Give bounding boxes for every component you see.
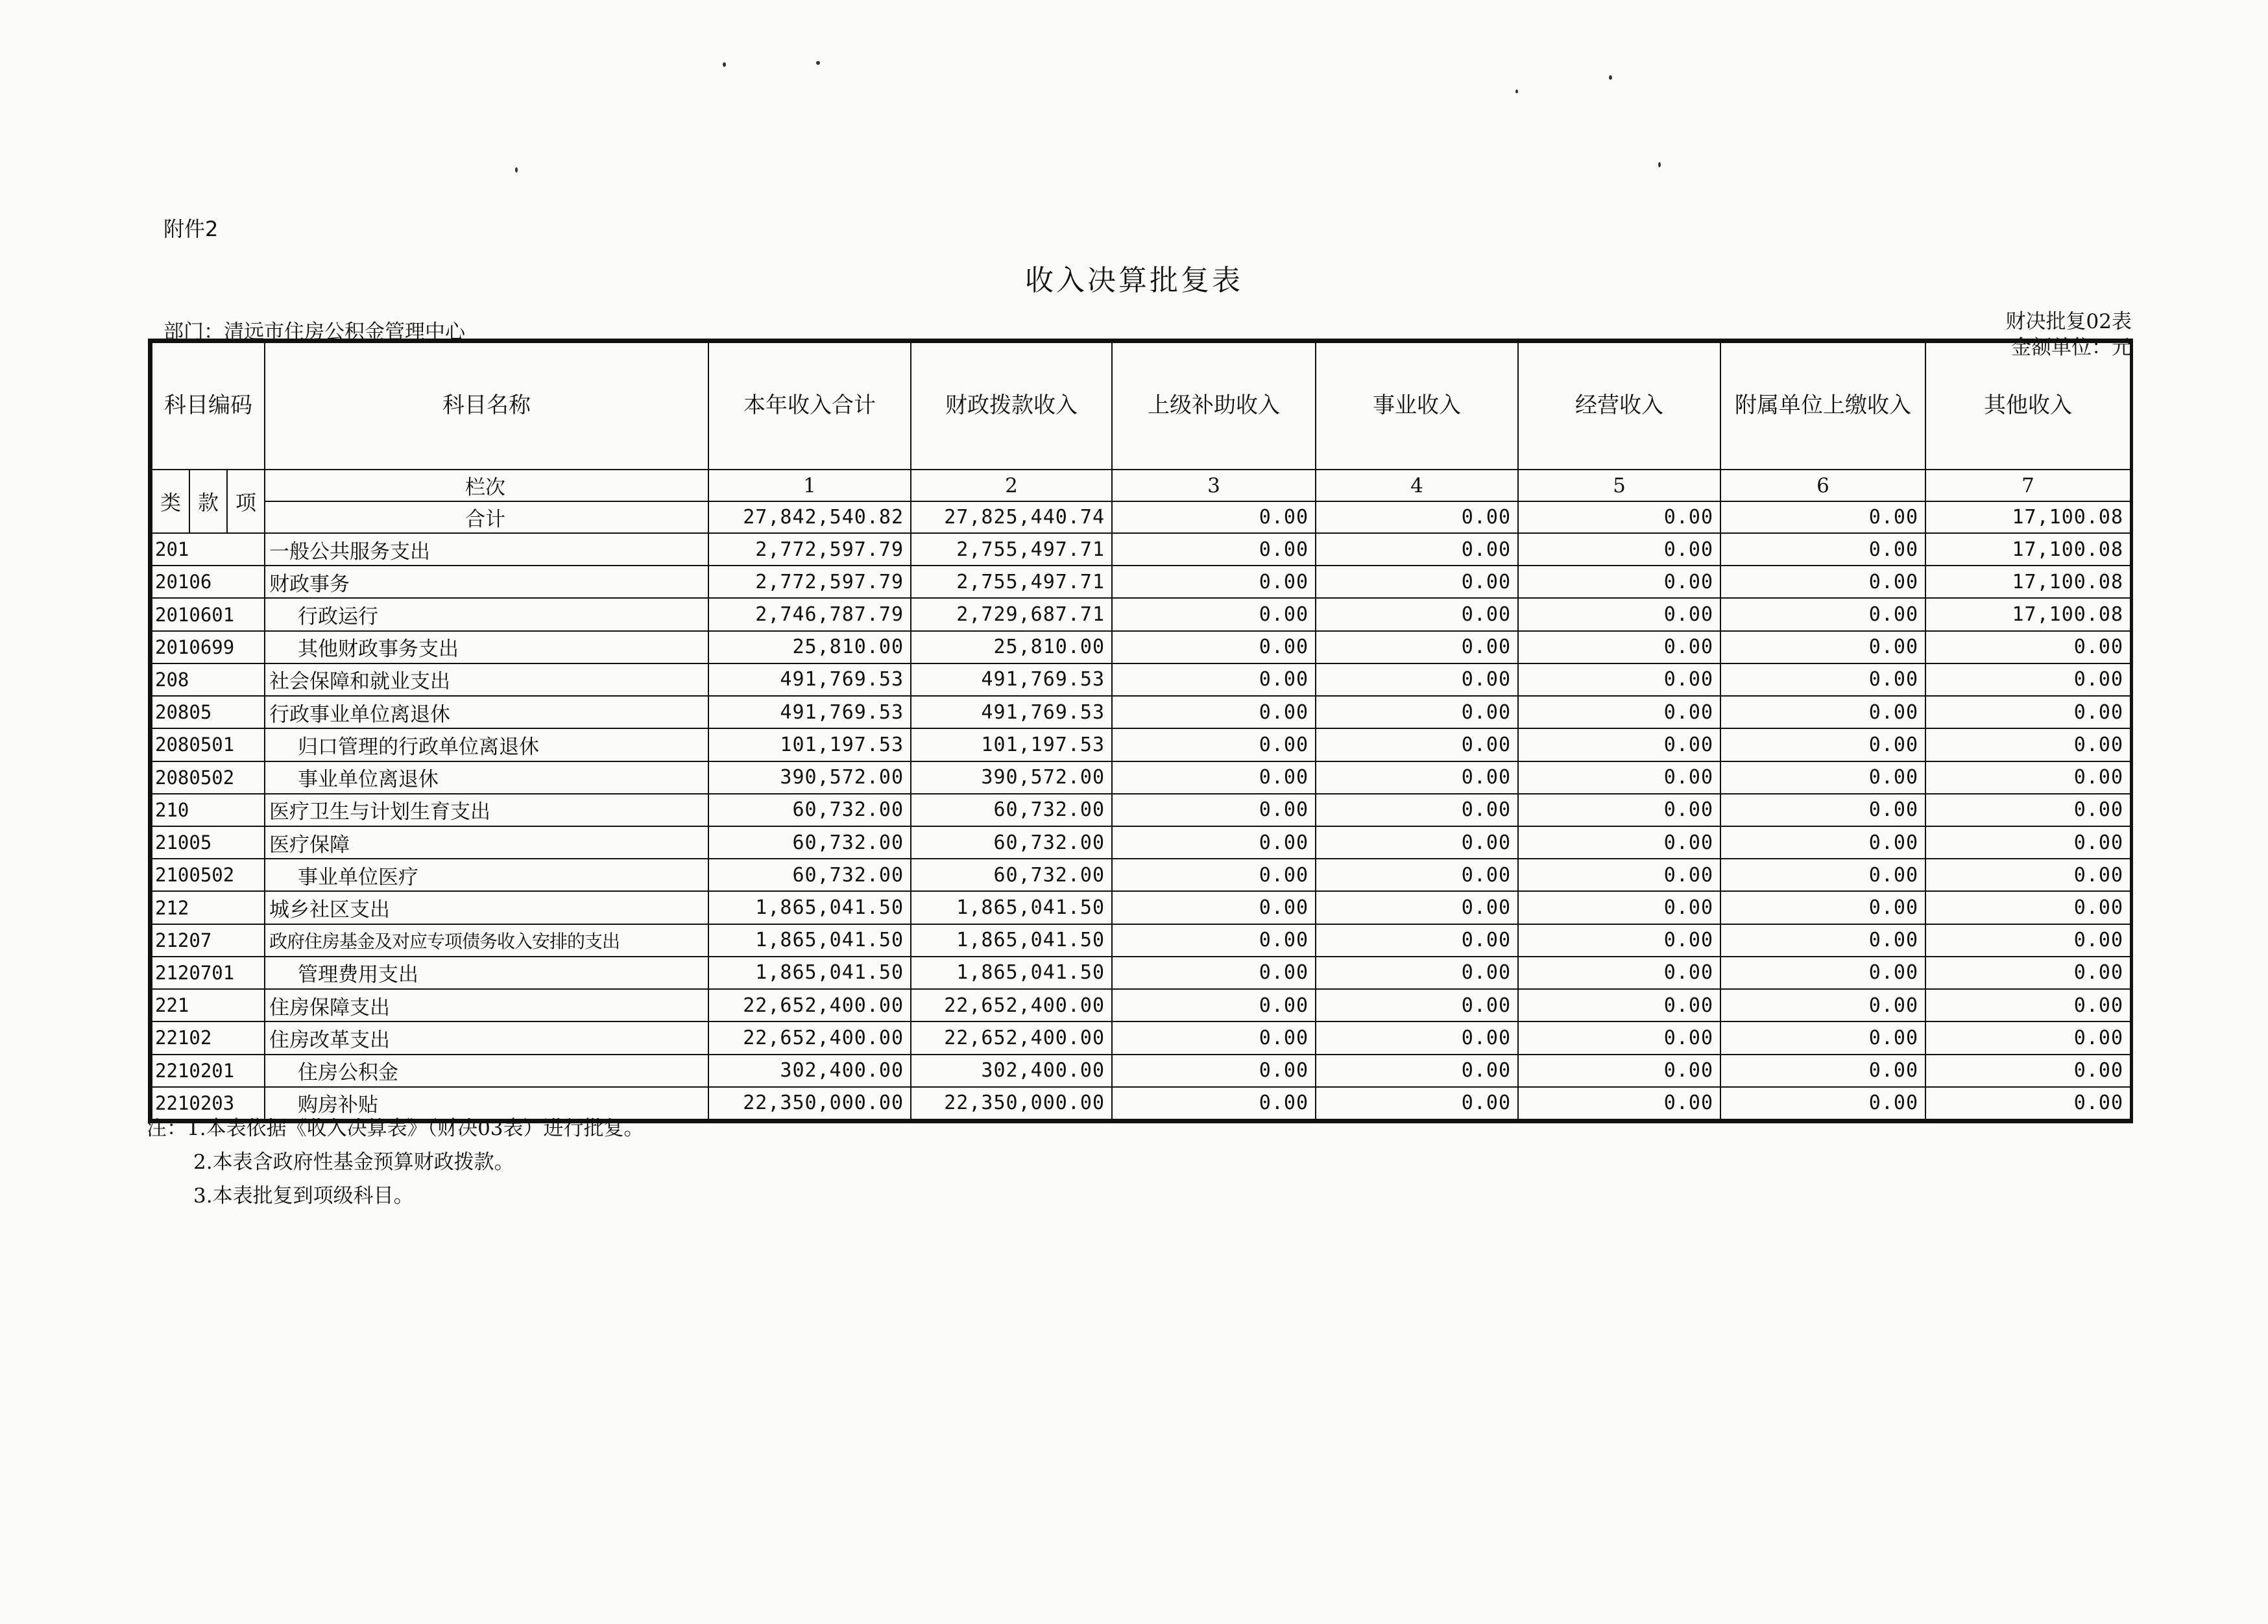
amount-cell: 0.00 <box>1112 794 1316 826</box>
amount-cell: 0.00 <box>1518 663 1720 696</box>
amount-cell: 17,100.08 <box>1925 533 2130 566</box>
amount-cell: 0.00 <box>1112 566 1316 598</box>
subject-name: 住房改革支出 <box>265 1021 708 1054</box>
amount-cell: 0.00 <box>1112 1055 1316 1087</box>
amount-cell: 2,746,787.79 <box>708 598 911 630</box>
subject-name: 一般公共服务支出 <box>265 533 708 566</box>
amount-cell: 0.00 <box>1720 957 1925 989</box>
column-number-row <box>152 470 2130 501</box>
amount-cell: 0.00 <box>1925 794 2130 826</box>
amount-cell: 0.00 <box>1316 891 1518 924</box>
amount-cell: 0.00 <box>1112 598 1316 630</box>
subject-name: 其他财政事务支出 <box>265 631 708 663</box>
total-value: 0.00 <box>1112 501 1316 533</box>
column-number: 1 <box>708 470 911 501</box>
amount-cell: 22,350,000.00 <box>911 1087 1112 1119</box>
amount-cell: 0.00 <box>1925 1055 2130 1087</box>
header-sub-lei: 类 <box>152 470 189 533</box>
amount-cell: 0.00 <box>1316 1087 1518 1119</box>
amount-cell: 60,732.00 <box>708 794 911 826</box>
header-col-5: 经营收入 <box>1518 342 1720 470</box>
amount-cell: 22,652,400.00 <box>708 1021 911 1054</box>
table-row <box>152 663 2130 696</box>
amount-cell: 0.00 <box>1925 924 2130 957</box>
subject-code: 20106 <box>152 566 265 598</box>
header-col-2: 财政拨款收入 <box>911 342 1112 470</box>
amount-cell: 0.00 <box>1112 924 1316 957</box>
amount-cell: 0.00 <box>1925 728 2130 761</box>
amount-cell: 1,865,041.50 <box>708 891 911 924</box>
amount-cell: 0.00 <box>1720 794 1925 826</box>
subject-name: 社会保障和就业支出 <box>265 663 708 696</box>
table-body <box>152 533 2130 1119</box>
amount-cell: 0.00 <box>1925 631 2130 663</box>
amount-cell: 0.00 <box>1112 1087 1316 1119</box>
amount-cell: 0.00 <box>1316 826 1518 859</box>
amount-cell: 0.00 <box>1720 533 1925 566</box>
amount-cell: 0.00 <box>1925 696 2130 728</box>
amount-unit: 金额单位：元 <box>2011 336 2132 359</box>
amount-cell: 2,755,497.71 <box>911 533 1112 566</box>
amount-cell: 0.00 <box>1112 663 1316 696</box>
subject-code: 2100502 <box>152 859 265 891</box>
amount-cell: 22,652,400.00 <box>911 1021 1112 1054</box>
table-row <box>152 1021 2130 1054</box>
amount-cell: 0.00 <box>1316 1055 1518 1087</box>
amount-cell: 0.00 <box>1316 761 1518 794</box>
header-col-6: 附属单位上缴收入 <box>1720 342 1925 470</box>
amount-cell: 0.00 <box>1316 663 1518 696</box>
subject-code: 21207 <box>152 924 265 957</box>
amount-cell: 60,732.00 <box>708 826 911 859</box>
amount-cell: 390,572.00 <box>708 761 911 794</box>
amount-cell: 0.00 <box>1720 891 1925 924</box>
attachment-label: 附件2 <box>163 217 219 241</box>
table-row <box>152 696 2130 728</box>
amount-cell: 0.00 <box>1518 761 1720 794</box>
amount-cell: 0.00 <box>1720 761 1925 794</box>
amount-cell: 0.00 <box>1925 891 2130 924</box>
subject-code: 21005 <box>152 826 265 859</box>
amount-cell: 491,769.53 <box>708 696 911 728</box>
table-row <box>152 891 2130 924</box>
amount-cell: 0.00 <box>1112 989 1316 1021</box>
column-number: 3 <box>1112 470 1316 501</box>
amount-cell: 0.00 <box>1720 859 1925 891</box>
subject-code: 208 <box>152 663 265 696</box>
amount-cell: 2,729,687.71 <box>911 598 1112 630</box>
note-line: 注：1.本表依据《收入决算表》（财决03表）进行批复。 <box>147 1117 644 1140</box>
amount-cell: 0.00 <box>1316 1021 1518 1054</box>
subject-name: 事业单位医疗 <box>265 859 708 891</box>
amount-cell: 0.00 <box>1518 859 1720 891</box>
scan-speck <box>816 61 820 65</box>
subject-name: 医疗卫生与计划生育支出 <box>265 794 708 826</box>
amount-cell: 60,732.00 <box>708 859 911 891</box>
table-row <box>152 566 2130 598</box>
amount-cell: 2,772,597.79 <box>708 533 911 566</box>
subject-name: 事业单位离退休 <box>265 761 708 794</box>
table-row <box>152 533 2130 566</box>
table-row <box>152 598 2130 630</box>
amount-cell: 0.00 <box>1112 1021 1316 1054</box>
amount-cell: 0.00 <box>1316 728 1518 761</box>
table-row <box>152 989 2130 1021</box>
subject-name: 住房公积金 <box>265 1055 708 1087</box>
amount-cell: 0.00 <box>1518 924 1720 957</box>
amount-cell: 0.00 <box>1518 696 1720 728</box>
subject-name: 行政运行 <box>265 598 708 630</box>
amount-cell: 2,755,497.71 <box>911 566 1112 598</box>
income-approval-table <box>148 339 2133 1123</box>
amount-cell: 0.00 <box>1925 761 2130 794</box>
amount-cell: 0.00 <box>1316 631 1518 663</box>
amount-cell: 0.00 <box>1925 826 2130 859</box>
subject-code: 22102 <box>152 1021 265 1054</box>
subject-code: 2080501 <box>152 728 265 761</box>
amount-cell: 0.00 <box>1720 696 1925 728</box>
amount-cell: 1,865,041.50 <box>911 957 1112 989</box>
subject-code: 2010601 <box>152 598 265 630</box>
amount-cell: 0.00 <box>1720 728 1925 761</box>
table-row <box>152 859 2130 891</box>
amount-cell: 0.00 <box>1925 663 2130 696</box>
subject-name: 政府住房基金及对应专项债务收入安排的支出 <box>265 924 708 957</box>
header-col-1: 本年收入合计 <box>708 342 911 470</box>
amount-cell: 0.00 <box>1720 1055 1925 1087</box>
subject-name: 归口管理的行政单位离退休 <box>265 728 708 761</box>
column-number: 6 <box>1720 470 1925 501</box>
amount-cell: 0.00 <box>1518 1087 1720 1119</box>
table-row <box>152 924 2130 957</box>
total-value: 27,825,440.74 <box>911 501 1112 533</box>
amount-cell: 0.00 <box>1112 826 1316 859</box>
amount-cell: 302,400.00 <box>911 1055 1112 1087</box>
amount-cell: 0.00 <box>1112 533 1316 566</box>
amount-cell: 0.00 <box>1316 533 1518 566</box>
subject-name: 管理费用支出 <box>265 957 708 989</box>
header-name: 科目名称 <box>265 342 708 470</box>
subject-name: 城乡社区支出 <box>265 891 708 924</box>
amount-cell: 0.00 <box>1316 598 1518 630</box>
amount-cell: 60,732.00 <box>911 826 1112 859</box>
amount-cell: 0.00 <box>1316 794 1518 826</box>
header-sub-xiang: 项 <box>227 470 265 533</box>
subject-name: 行政事业单位离退休 <box>265 696 708 728</box>
subject-code: 20805 <box>152 696 265 728</box>
amount-cell: 17,100.08 <box>1925 598 2130 630</box>
subject-code: 2010699 <box>152 631 265 663</box>
table-row <box>152 794 2130 826</box>
total-value: 0.00 <box>1316 501 1518 533</box>
total-value: 27,842,540.82 <box>708 501 911 533</box>
amount-cell: 491,769.53 <box>708 663 911 696</box>
table-row <box>152 761 2130 794</box>
amount-cell: 101,197.53 <box>911 728 1112 761</box>
amount-cell: 491,769.53 <box>911 696 1112 728</box>
amount-cell: 0.00 <box>1112 957 1316 989</box>
amount-cell: 0.00 <box>1112 891 1316 924</box>
amount-cell: 390,572.00 <box>911 761 1112 794</box>
header-col-3: 上级补助收入 <box>1112 342 1316 470</box>
amount-cell: 22,350,000.00 <box>708 1087 911 1119</box>
subject-code: 2080502 <box>152 761 265 794</box>
amount-cell: 0.00 <box>1316 566 1518 598</box>
amount-cell: 101,197.53 <box>708 728 911 761</box>
table-row <box>152 826 2130 859</box>
amount-cell: 17,100.08 <box>1925 566 2130 598</box>
amount-cell: 25,810.00 <box>708 631 911 663</box>
column-number: 5 <box>1518 470 1720 501</box>
amount-cell: 302,400.00 <box>708 1055 911 1087</box>
amount-cell: 491,769.53 <box>911 663 1112 696</box>
amount-cell: 0.00 <box>1518 598 1720 630</box>
amount-cell: 0.00 <box>1518 631 1720 663</box>
amount-cell: 0.00 <box>1720 826 1925 859</box>
total-value: 0.00 <box>1518 501 1720 533</box>
amount-cell: 22,652,400.00 <box>708 989 911 1021</box>
amount-cell: 60,732.00 <box>911 794 1112 826</box>
column-row-label: 栏次 <box>265 470 708 501</box>
notes <box>147 1112 644 1213</box>
amount-cell: 0.00 <box>1518 728 1720 761</box>
subject-name: 住房保障支出 <box>265 989 708 1021</box>
amount-cell: 0.00 <box>1720 924 1925 957</box>
amount-cell: 0.00 <box>1112 728 1316 761</box>
amount-cell: 0.00 <box>1925 989 2130 1021</box>
column-number: 2 <box>911 470 1112 501</box>
amount-cell: 25,810.00 <box>911 631 1112 663</box>
amount-cell: 0.00 <box>1720 631 1925 663</box>
amount-cell: 0.00 <box>1518 891 1720 924</box>
total-label: 合计 <box>265 501 708 533</box>
amount-cell: 1,865,041.50 <box>911 924 1112 957</box>
department-label: 部门：清远市住房公积金管理中心 <box>163 320 465 344</box>
amount-cell: 0.00 <box>1112 696 1316 728</box>
amount-cell: 0.00 <box>1720 598 1925 630</box>
column-number: 7 <box>1925 470 2130 501</box>
subject-code: 2210201 <box>152 1055 265 1087</box>
amount-cell: 1,865,041.50 <box>911 891 1112 924</box>
header-code: 科目编码 <box>152 342 265 470</box>
amount-cell: 1,865,041.50 <box>708 957 911 989</box>
table-row <box>152 728 2130 761</box>
subject-code: 201 <box>152 533 265 566</box>
amount-cell: 0.00 <box>1518 794 1720 826</box>
amount-cell: 0.00 <box>1720 989 1925 1021</box>
amount-cell: 22,652,400.00 <box>911 989 1112 1021</box>
amount-cell: 0.00 <box>1112 859 1316 891</box>
scan-speck <box>1515 90 1518 93</box>
scan-speck <box>723 62 726 67</box>
amount-cell: 1,865,041.50 <box>708 924 911 957</box>
amount-cell: 0.00 <box>1112 631 1316 663</box>
amount-cell: 0.00 <box>1518 957 1720 989</box>
amount-cell: 60,732.00 <box>911 859 1112 891</box>
note-line: 3.本表批复到项级科目。 <box>193 1184 414 1208</box>
amount-cell: 0.00 <box>1720 566 1925 598</box>
subject-name: 购房补贴 <box>265 1087 708 1119</box>
total-value: 17,100.08 <box>1925 501 2130 533</box>
subject-name: 医疗保障 <box>265 826 708 859</box>
amount-cell: 2,772,597.79 <box>708 566 911 598</box>
amount-cell: 0.00 <box>1112 761 1316 794</box>
amount-cell: 0.00 <box>1316 957 1518 989</box>
total-row <box>152 501 2130 533</box>
subject-code: 212 <box>152 891 265 924</box>
amount-cell: 0.00 <box>1518 989 1720 1021</box>
amount-cell: 0.00 <box>1925 957 2130 989</box>
amount-cell: 0.00 <box>1518 1021 1720 1054</box>
amount-cell: 0.00 <box>1925 1021 2130 1054</box>
amount-cell: 0.00 <box>1316 924 1518 957</box>
scan-speck <box>515 167 518 173</box>
scan-speck <box>1609 75 1612 80</box>
amount-cell: 0.00 <box>1518 826 1720 859</box>
amount-cell: 0.00 <box>1316 859 1518 891</box>
amount-cell: 0.00 <box>1518 566 1720 598</box>
note-line: 2.本表含政府性基金预算财政拨款。 <box>193 1151 514 1174</box>
amount-cell: 0.00 <box>1316 989 1518 1021</box>
table-row <box>152 1055 2130 1087</box>
header-row <box>152 342 2130 470</box>
table-row <box>152 631 2130 663</box>
form-number: 财决批复02表 <box>2005 310 2132 333</box>
column-number: 4 <box>1316 470 1518 501</box>
amount-cell: 0.00 <box>1518 1055 1720 1087</box>
subject-name: 财政事务 <box>265 566 708 598</box>
table-row <box>152 957 2130 989</box>
amount-cell: 0.00 <box>1720 1021 1925 1054</box>
header-col-7: 其他收入 <box>1925 342 2130 470</box>
amount-cell: 0.00 <box>1720 1087 1925 1119</box>
amount-cell: 0.00 <box>1925 1087 2130 1119</box>
subject-code: 2120701 <box>152 957 265 989</box>
amount-cell: 0.00 <box>1720 663 1925 696</box>
amount-cell: 0.00 <box>1316 696 1518 728</box>
header-col-4: 事业收入 <box>1316 342 1518 470</box>
subject-code: 2210203 <box>152 1087 265 1119</box>
amount-cell: 0.00 <box>1925 859 2130 891</box>
scan-speck <box>1658 162 1661 167</box>
page-title: 收入决算批复表 <box>1025 264 1243 297</box>
header-sub-kuan: 款 <box>189 470 227 533</box>
subject-code: 221 <box>152 989 265 1021</box>
total-value: 0.00 <box>1720 501 1925 533</box>
amount-cell: 0.00 <box>1518 533 1720 566</box>
subject-code: 210 <box>152 794 265 826</box>
